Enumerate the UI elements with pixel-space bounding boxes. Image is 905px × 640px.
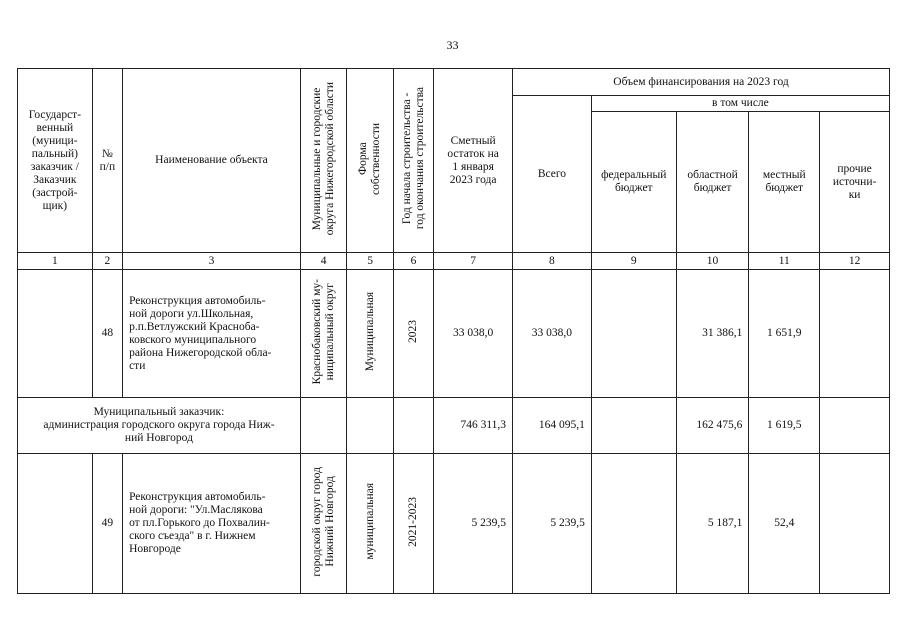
header-regional: областной бюджет <box>676 112 749 253</box>
col-number: 8 <box>513 253 592 270</box>
header-district: Муниципальные и городские округа Нижегородской области <box>300 69 346 253</box>
cell-other <box>820 270 890 398</box>
cell-estimate: 5 239,5 <box>434 454 513 594</box>
header-funding: Объем финансирования на 2023 год <box>513 69 890 96</box>
header-total: Всего <box>513 96 592 253</box>
cell-ownership <box>347 398 393 454</box>
cell-total: 5 239,5 <box>513 454 592 594</box>
col-number: 6 <box>393 253 433 270</box>
page-number: 33 <box>446 38 459 52</box>
header-customer: Государст- венный (муници- пальный) заказчик / Заказчик (застрой- щик) <box>18 69 93 253</box>
subtotal-regional: 162 475,6 <box>676 398 749 454</box>
cell-years: 2021-2023 <box>393 454 433 594</box>
subtotal-total: 164 095,1 <box>513 398 592 454</box>
col-number: 1 <box>18 253 93 270</box>
cell-district <box>300 398 346 454</box>
cell-total: 33 038,0 <box>513 270 592 398</box>
cell-local: 52,4 <box>749 454 820 594</box>
col-number: 3 <box>123 253 301 270</box>
subtotal-row <box>18 398 890 454</box>
cell-regional: 31 386,1 <box>676 270 749 398</box>
column-number-row <box>18 253 890 270</box>
cell-district: Краснобаковский му- ниципальный округ <box>300 270 346 398</box>
header-federal: федеральный бюджет <box>591 112 676 253</box>
header-object-name: Наименование объекта <box>123 69 301 253</box>
header-other: прочие источни- ки <box>820 112 890 253</box>
col-number: 11 <box>749 253 820 270</box>
col-number: 4 <box>300 253 346 270</box>
cell-federal <box>591 454 676 594</box>
subtotal-estimate: 746 311,3 <box>434 398 513 454</box>
cell-other <box>820 454 890 594</box>
col-number: 10 <box>676 253 749 270</box>
cell-object-name: Реконструкция автомобиль- ной дороги ул.Школьная, р.п.Ветлужский Красноба- ковского муниципального района Нижегородской обла- сти <box>123 270 301 398</box>
cell-regional: 5 187,1 <box>676 454 749 594</box>
col-number: 12 <box>820 253 890 270</box>
cell-customer <box>18 454 93 594</box>
cell-number: 48 <box>92 270 122 398</box>
subtotal-federal <box>591 398 676 454</box>
cell-ownership: Муниципальная <box>347 270 393 398</box>
cell-object-name: Реконструкция автомобиль- ной дороги: "Ул.Маслякова от пл.Горького до Похвалин- ского съезда" в г. Нижнем Новгороде <box>123 454 301 594</box>
header-estimate: Сметный остаток на 1 января 2023 года <box>434 69 513 253</box>
subtotal-label: Муниципальный заказчик: администрация городского округа города Ниж- ний Новгород <box>18 398 301 454</box>
financing-table <box>17 68 890 594</box>
header-local: местный бюджет <box>749 112 820 253</box>
col-number: 5 <box>347 253 393 270</box>
subtotal-local: 1 619,5 <box>749 398 820 454</box>
col-number: 7 <box>434 253 513 270</box>
col-number: 9 <box>591 253 676 270</box>
table-row <box>18 454 890 594</box>
cell-ownership: муниципальная <box>347 454 393 594</box>
table-row <box>18 270 890 398</box>
cell-years: 2023 <box>393 270 433 398</box>
col-number: 2 <box>92 253 122 270</box>
cell-local: 1 651,9 <box>749 270 820 398</box>
cell-federal <box>591 270 676 398</box>
cell-district: городской округ город Нижний Новгород <box>300 454 346 594</box>
header-including: в том числе <box>591 96 889 112</box>
header-number: № п/п <box>92 69 122 253</box>
cell-number: 49 <box>92 454 122 594</box>
cell-years <box>393 398 433 454</box>
cell-estimate: 33 038,0 <box>434 270 513 398</box>
header-years: Год начала строительства - год окончания строительства <box>393 69 433 253</box>
cell-customer <box>18 270 93 398</box>
header-ownership: Форма собственности <box>347 69 393 253</box>
subtotal-other <box>820 398 890 454</box>
